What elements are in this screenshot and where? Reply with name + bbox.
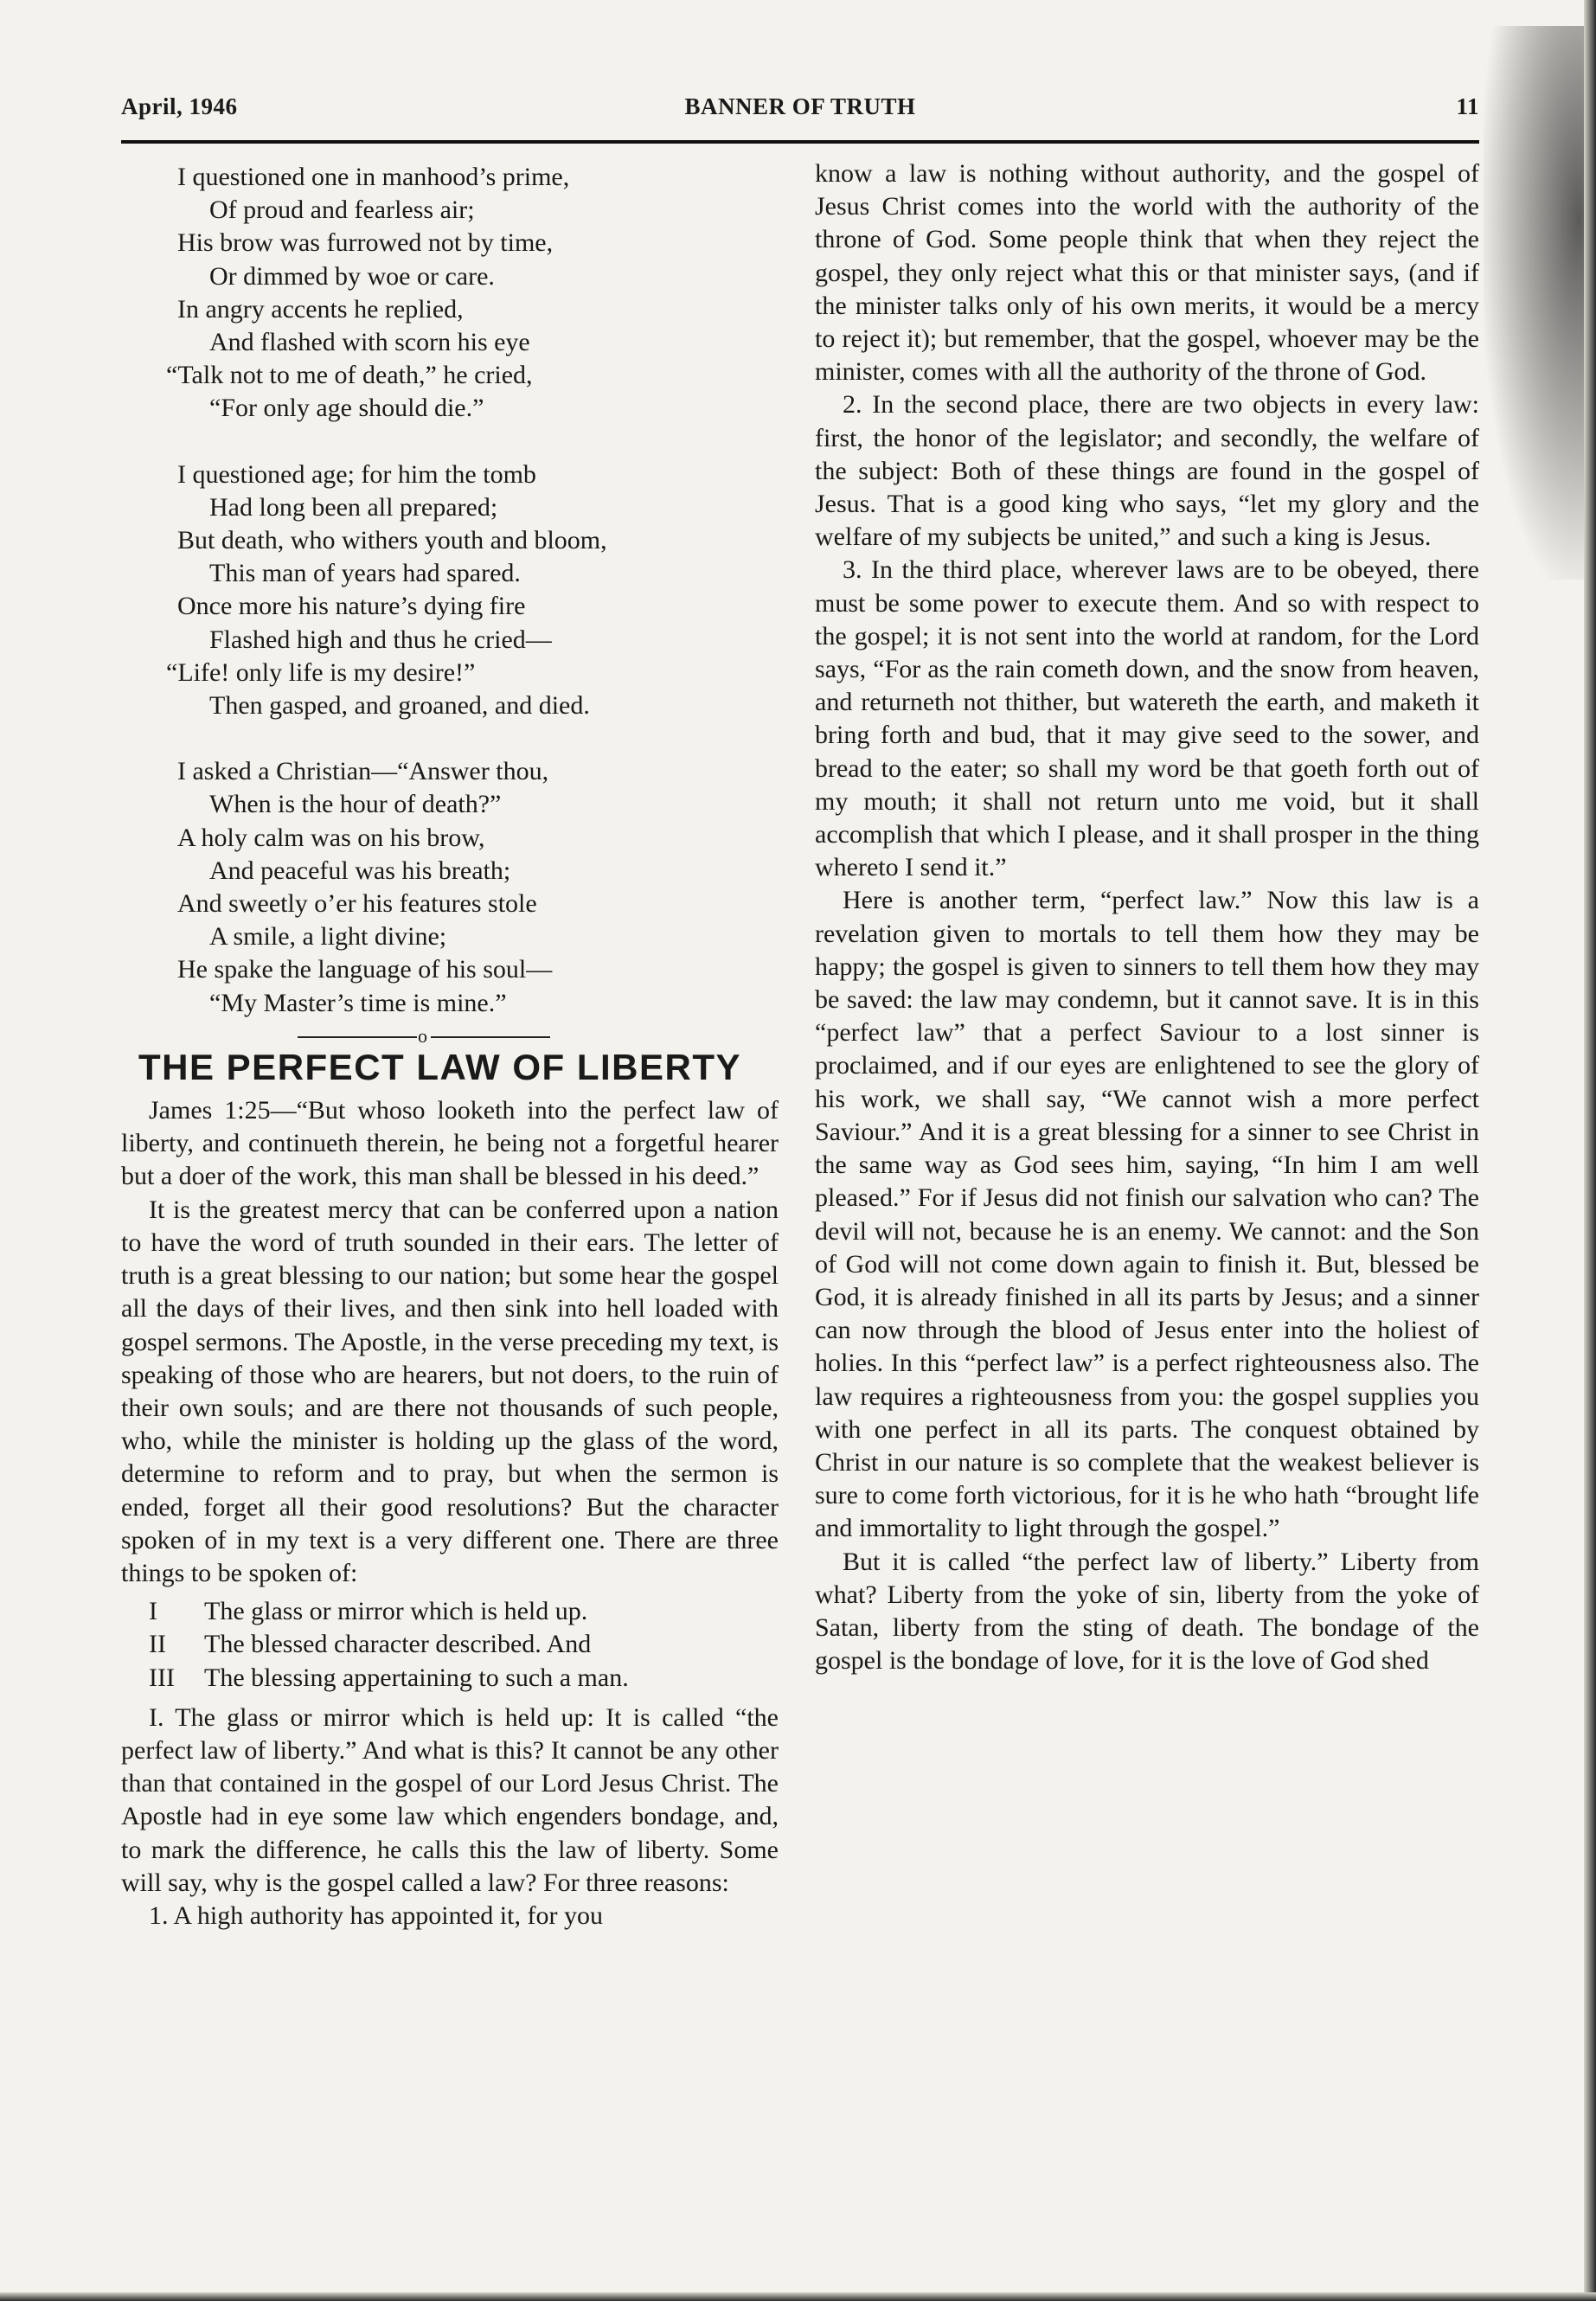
poem-line: “Talk not to me of death,” he cried,: [166, 361, 533, 390]
poem-line: “My Master’s time is mine.”: [209, 988, 507, 1017]
scan-stain: [1484, 26, 1596, 580]
article-paragraph: It is the greatest mercy that can be conferred upon a nation to have the word of truth sounded in their ears. The letter of truth is a great blessing to our nation; but some hear the gospel all the days of their lives, and then sink into hell loaded with gospel sermons. The Apostle, in the verse preceding my text, is speaking of those who are hearers, but not doers, to the ruin of their own souls; and are there not thousands of such people, who, while the minister is holding up the glass of the word, determine to reform and to pray, but when the sermon is ended, forget all their good resolutions? But the character spoken of in my text is a very different one. There are three things to be spoken of:: [121, 1195, 779, 1587]
poem-line: Or dimmed by woe or care.: [209, 261, 495, 291]
article-paragraph: 2. In the second place, there are two objects in every law: first, the honor of the legislator; and secondly, the welfare of the subject: Both of these things are found in the gospel of Jesus. That is a good king who says, “let my glory and the welfare of my subjects be united,” and such a king is Jesus.: [815, 390, 1479, 552]
outline-item: [121, 1628, 779, 1661]
poem-stanza-3: [121, 755, 779, 1020]
header-page-number: 11: [1456, 93, 1479, 119]
stanza-gap: [121, 722, 779, 755]
poem-line: A holy calm was on his brow,: [177, 823, 485, 852]
poem-line: His brow was furrowed not by time,: [177, 228, 554, 258]
divider-mark: o: [418, 1024, 427, 1047]
poem-line: And flashed with scorn his eye: [209, 328, 530, 357]
outline-list: [121, 1595, 779, 1695]
poem-line: When is the hour of death?”: [209, 790, 502, 819]
poem-line: This man of years had spared.: [209, 559, 521, 588]
outline-item: [121, 1595, 779, 1628]
right-column: [815, 157, 1479, 1677]
poem-line: And sweetly o’er his features stole: [177, 889, 537, 919]
poem-line: And peaceful was his breath;: [209, 856, 511, 885]
article-paragraph: 1. A high authority has appointed it, for you: [149, 1900, 603, 1930]
outline-number: I: [149, 1597, 157, 1626]
article-paragraph: Here is another term, “perfect law.” Now this law is a revelation given to mortals to tell them how they may be happy; the gospel is given to sinners to tell them how they may be saved: the law may condemn, but it cannot save. It is in this “perfect law” that a perfect Saviour to a lost sinner is proclaimed, and if our eyes are enlightened to see the glory of his work, we shall say, “We cannot wish a more perfect Saviour.” And it is a great blessing for a sinner to see Christ in the same way as God sees him, saying, “In him I am well pleased.” For if Jesus did not finish our salvation who can? The devil will not, because he is an enemy. We cannot: and the Son of God will not come down again to finish it. But, blessed be God, it is already finished in all its parts by Jesus; and a sinner can now through the blood of Jesus enter into the holiest of holies. In this “perfect law” is a perfect righteousness also. The law requires a righteousness from you: the gospel supplies you with one perfect in all its parts. The conquest obtained by Christ in our nature is so complete that the weakest believer is sure to come forth victorious, for it is he who hath “brought life and immortality to light through the gospel.”: [815, 886, 1479, 1543]
poem-stanza-1: [121, 161, 779, 426]
poem-line: “Life! only life is my desire!”: [166, 657, 476, 687]
section-divider: [121, 1022, 779, 1048]
article-paragraph: I. The glass or mirror which is held up: It is called “the perfect law of liberty.” And what is this? It cannot be any other than that contained in the gospel of our Lord Jesus Christ. The Apostle had in eye some law which engenders bondage, and, to mark the difference, he calls this the law of liberty. Some will say, why is the gospel called a law? For three reasons:: [121, 1702, 779, 1897]
poem-line: Of proud and fearless air;: [209, 195, 475, 225]
poem-line: I asked a Christian—“Answer thou,: [177, 757, 549, 786]
poem-line: He spake the language of his soul—: [177, 955, 553, 984]
scan-edge-bottom: [0, 2292, 1596, 2301]
poem-line: Then gasped, and groaned, and died.: [209, 691, 590, 721]
header-date: April, 1946: [121, 93, 238, 119]
outline-text: The blessing appertaining to such a man.: [204, 1663, 629, 1692]
article-paragraph-continued: know a law is nothing without authority, and the gospel of Jesus Christ comes into the world with the authority of the throne of God. Some people think that when they reject the gospel, they only reject what this or that minister says, (and if the minister talks only of his own merits, it would be a mercy to reject it); but remember, that the gospel, whoever may be the minister, comes with all the authority of the throne of God.: [815, 159, 1479, 387]
poem-stanza-2: [121, 458, 779, 723]
outline-number: III: [149, 1663, 175, 1692]
poem: [121, 161, 779, 1020]
poem-line: Flashed high and thus he cried—: [209, 625, 552, 654]
poem-line: Once more his nature’s dying fire: [177, 592, 526, 621]
outline-text: The glass or mirror which is held up.: [204, 1597, 588, 1626]
outline-item: [121, 1662, 779, 1695]
article-paragraph: But it is called “the perfect law of liberty.” Liberty from what? Liberty from the yoke of sin, liberty from the yoke of Satan, liberty from the sting of death. The bondage of the gospel is the bondage of love, for it is the love of God shed: [815, 1547, 1479, 1676]
stanza-gap: [121, 426, 779, 458]
header-publication-title: BANNER OF TRUTH: [684, 93, 916, 119]
poem-line: I questioned one in manhood’s prime,: [177, 163, 570, 191]
poem-line: I questioned age; for him the tomb: [177, 459, 536, 489]
article-intro-paragraph: James 1:25—“But whoso looketh into the perfect law of liberty, and continueth therein, he being not a forgetful hearer but a doer of the work, this man shall be blessed in his deed.”: [121, 1096, 779, 1191]
running-header: [121, 93, 1479, 135]
poem-line: In angry accents he replied,: [177, 294, 464, 324]
article-paragraph: 3. In the third place, wherever laws are to be obeyed, there must be some power to execute them. And so with respect to the gospel; it is not sent into the world at random, for the Lord says, “For as the rain cometh down, and the snow from heaven, and returneth not thither, but watereth the earth, and maketh it bring forth and bud, that it may give seed to the sower, and bread to the eater; so shall my word be that goeth forth out of my mouth; it shall not return unto me void, but it shall accomplish that which I please, and it shall prosper in the thing whereto I send it.”: [815, 555, 1479, 882]
poem-line: But death, who withers youth and bloom,: [177, 526, 607, 555]
poem-line: Had long been all prepared;: [209, 492, 498, 522]
scan-edge-right: [1584, 0, 1596, 2301]
header-rule: [121, 140, 1479, 144]
poem-line: A smile, a light divine;: [209, 922, 447, 952]
article-title: THE PERFECT LAW OF LIBERTY: [138, 1046, 741, 1087]
outline-text: The blessed character described. And: [204, 1630, 592, 1659]
poem-line: “For only age should die.”: [209, 394, 484, 423]
divider-rule-right: [431, 1036, 550, 1038]
divider-rule-left: [298, 1036, 417, 1038]
left-column: [121, 161, 779, 1932]
outline-number: II: [149, 1630, 166, 1659]
